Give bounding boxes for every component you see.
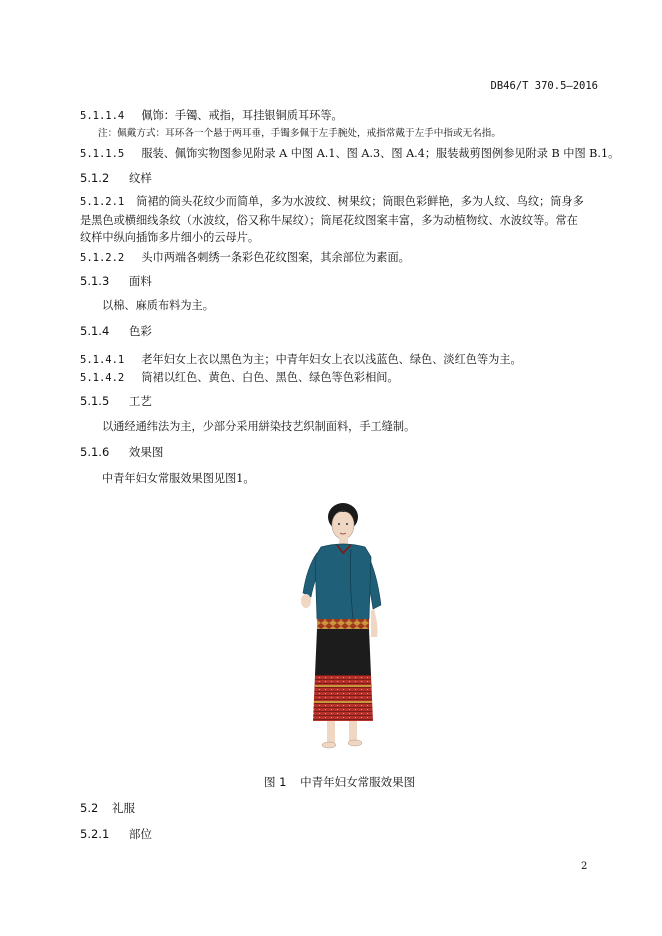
heading-number: 5.1.5 (80, 394, 110, 408)
heading-number: 5.1.6 (80, 445, 110, 459)
right-leg (349, 721, 357, 741)
clause-number: 5.1.4.1 (80, 354, 125, 366)
heading-number: 5.1.2 (80, 171, 110, 185)
clause-number: 5.1.4.2 (80, 372, 125, 384)
figure-caption (264, 774, 415, 790)
heading-5-2 (80, 800, 135, 816)
clause-number: 5.1.1.4 (80, 110, 125, 122)
heading-5-1-6 (80, 444, 163, 460)
clause-text-line-1: 筒裙的筒头花纹少而简单，多为水波纹、树果纹；筒眼色彩鲜艳，多为人纹、鸟纹；筒身多 (136, 195, 584, 208)
right-foot (348, 740, 362, 746)
heading-number: 5.1.4 (80, 324, 110, 338)
clause-text: 头巾两端各刺绣一条彩色花纹图案，其余部位为素面。 (141, 251, 410, 264)
right-forearm (371, 609, 378, 637)
clause-5-1-1-5 (80, 142, 619, 163)
clause-number: 5.1.2.2 (80, 252, 125, 264)
clause-text: 筒裙以红色、黄色、白色、黑色、绿色等色彩相间。 (141, 371, 399, 384)
clause-5-1-1-4 (80, 104, 343, 125)
clause-5-1-2-2 (80, 246, 410, 267)
heading-number: 5.2.1 (80, 827, 110, 841)
note-5-1-1-4: 注：佩戴方式：耳环各一个悬于两耳垂，手镯多佩于左手腕处，戒指常戴于左手中指或无名指。 (98, 128, 501, 139)
heading-title: 部位 (128, 827, 152, 841)
paragraph-5-1-5: 以通经通纬法为主，少部分采用絣染技艺织制面料，手工缝制。 (102, 420, 416, 433)
heading-number: 5.1.3 (80, 274, 110, 288)
woman-costume-illustration (245, 497, 435, 765)
clause-text: 老年妇女上衣以黑色为主；中青年妇女上衣以浅蓝色、绿色、淡红色等为主。 (141, 353, 522, 366)
heading-title: 工艺 (128, 394, 152, 408)
heading-5-2-1 (80, 826, 152, 842)
paragraph-5-1-3: 以棉、麻质布料为主。 (102, 299, 214, 312)
heading-title: 色彩 (128, 324, 152, 338)
clause-text: 服装、佩饰实物图参见附录 A 中图 A.1、图 A.3、图 A.4；服装裁剪图例参见附录 B 中图 B.1。 (141, 147, 620, 160)
clause-number: 5.1.1.5 (80, 148, 125, 160)
skirt-waistband (317, 619, 369, 629)
clause-text: 佩饰：手镯、戒指，耳挂银铜质耳环等。 (141, 109, 343, 122)
heading-title: 面料 (128, 274, 152, 288)
heading-5-1-4 (80, 323, 152, 339)
clause-text-line-3: 纹样中纵向插饰多片细小的云母片。 (80, 231, 260, 244)
head (332, 511, 354, 539)
heading-title: 礼服 (111, 801, 135, 815)
clause-5-1-4-2 (80, 366, 399, 387)
heading-title: 效果图 (128, 445, 164, 459)
figure-title: 中青年妇女常服效果图 (300, 775, 416, 789)
left-hand (301, 594, 311, 608)
clause-number: 5.1.2.1 (80, 196, 125, 208)
skirt-body (315, 629, 371, 675)
figure-number: 图 1 (264, 775, 287, 789)
clause-5-1-2-1 (80, 193, 598, 247)
page-number: 2 (581, 861, 588, 872)
heading-5-1-2 (80, 170, 152, 186)
clause-text-line-2: 是黑色或横细线条纹（水波纹，俗又称牛屎纹）；筒尾花纹图案丰富，多为动植物纹、水波纹等。常在 (80, 213, 578, 227)
skirt-hem (313, 675, 373, 721)
heading-5-1-3 (80, 273, 152, 289)
document-id: DB46/T 370.5—2016 (490, 80, 598, 92)
paragraph-5-1-6: 中青年妇女常服效果图见图1。 (102, 472, 255, 485)
jacket (315, 544, 371, 622)
left-foot (322, 742, 336, 748)
heading-number: 5.2 (80, 801, 99, 815)
left-leg (327, 721, 335, 743)
heading-5-1-5 (80, 393, 152, 409)
heading-title: 纹样 (128, 171, 152, 185)
